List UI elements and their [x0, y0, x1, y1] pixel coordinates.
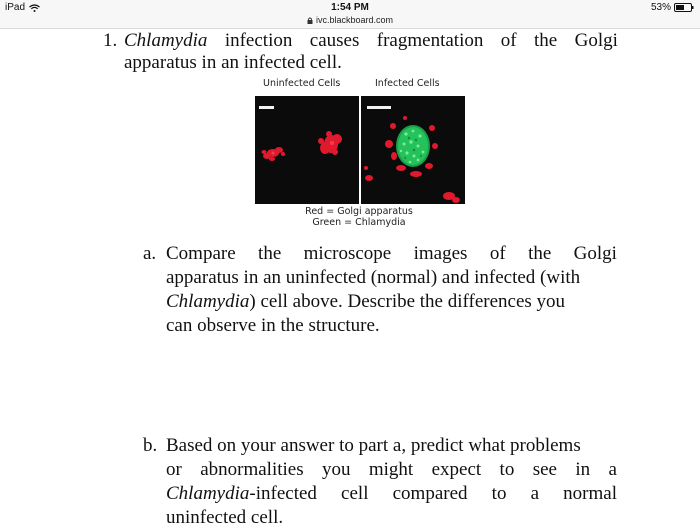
question-text — [124, 30, 618, 74]
clock: 1:54 PM — [331, 2, 369, 13]
scale-bar — [259, 106, 274, 109]
part-b-word: you — [322, 459, 351, 480]
question-line-2: apparatus in an infected cell. — [124, 52, 342, 73]
question-word: Golgi — [574, 30, 618, 51]
part-b-word: to — [499, 459, 515, 480]
part-a-letter: a. — [143, 243, 157, 264]
part-a-line-2: apparatus in an uninfected (normal) and infected (with — [166, 267, 581, 288]
battery-percent: 53% — [650, 2, 671, 13]
part-a-word: microscope — [303, 243, 392, 264]
part-b-word: a — [530, 483, 540, 504]
question-word: of — [500, 30, 517, 51]
part-b-word: compared — [392, 483, 468, 504]
legend-green: Green = Chlamydia — [312, 217, 406, 228]
part-b-word: or — [166, 459, 182, 480]
part-a-text — [166, 242, 617, 338]
scale-bar — [367, 106, 391, 109]
part-b-text — [166, 434, 617, 525]
url-text: ivc.blackboard.com — [315, 15, 394, 25]
question-word: the — [534, 30, 558, 51]
uninfected-micrograph — [255, 96, 359, 204]
part-a-word: the — [258, 243, 282, 264]
part-b-word: might — [368, 459, 414, 480]
question-word: fragmentation — [376, 30, 484, 51]
question-word: causes — [309, 30, 360, 51]
question-word: Chlamydia — [124, 30, 208, 51]
part-b-line-1: Based on your answer to part a, predict what problems — [166, 435, 581, 456]
part-b-word: normal — [563, 483, 617, 504]
device-name: iPad — [5, 2, 26, 13]
uninfected-cell-image — [255, 96, 359, 204]
part-a-line-3 — [166, 290, 617, 314]
part-b-word: to — [491, 483, 507, 504]
part-b-word: abnormalities — [200, 459, 304, 480]
label-uninfected: Uninfected Cells — [263, 78, 341, 89]
legend-red: Red = Golgi apparatus — [305, 206, 413, 217]
part-b-line-4: uninfected cell. — [166, 507, 284, 525]
part-b-word: cell — [341, 483, 369, 504]
part-a-word: images — [413, 243, 468, 264]
part-b-word: in — [575, 459, 591, 480]
part-a-line-1 — [166, 242, 617, 266]
part-b-line-3-first — [166, 482, 317, 506]
part-b-line-2 — [166, 458, 617, 482]
infected-cell-image — [361, 96, 465, 204]
infected-micrograph — [361, 96, 465, 204]
question-number: 1. — [103, 30, 118, 51]
part-b-word: -infected — [249, 483, 317, 504]
part-b-letter: b. — [143, 435, 158, 456]
part-b-word: a — [608, 459, 617, 480]
part-b-word: expect — [431, 459, 482, 480]
part-a-word: Golgi — [573, 243, 617, 264]
part-a-line-4: can observe in the structure. — [166, 315, 380, 336]
part-b-word: see — [532, 459, 557, 480]
question-word: infection — [224, 30, 293, 51]
part-b-italic: Chlamydia — [166, 483, 250, 504]
part-a-line-3-rest: ) cell above. Describe the differences you — [249, 291, 566, 312]
part-a-word: of — [489, 243, 506, 264]
part-a-word: Compare — [166, 243, 236, 264]
chlamydia-inclusion — [396, 125, 430, 167]
question-line-1 — [124, 30, 618, 52]
label-infected: Infected Cells — [375, 78, 440, 89]
part-b-line-3 — [166, 482, 617, 506]
figure-legend — [253, 206, 465, 228]
part-a-italic: Chlamydia — [166, 291, 250, 312]
part-a-word: the — [528, 243, 552, 264]
